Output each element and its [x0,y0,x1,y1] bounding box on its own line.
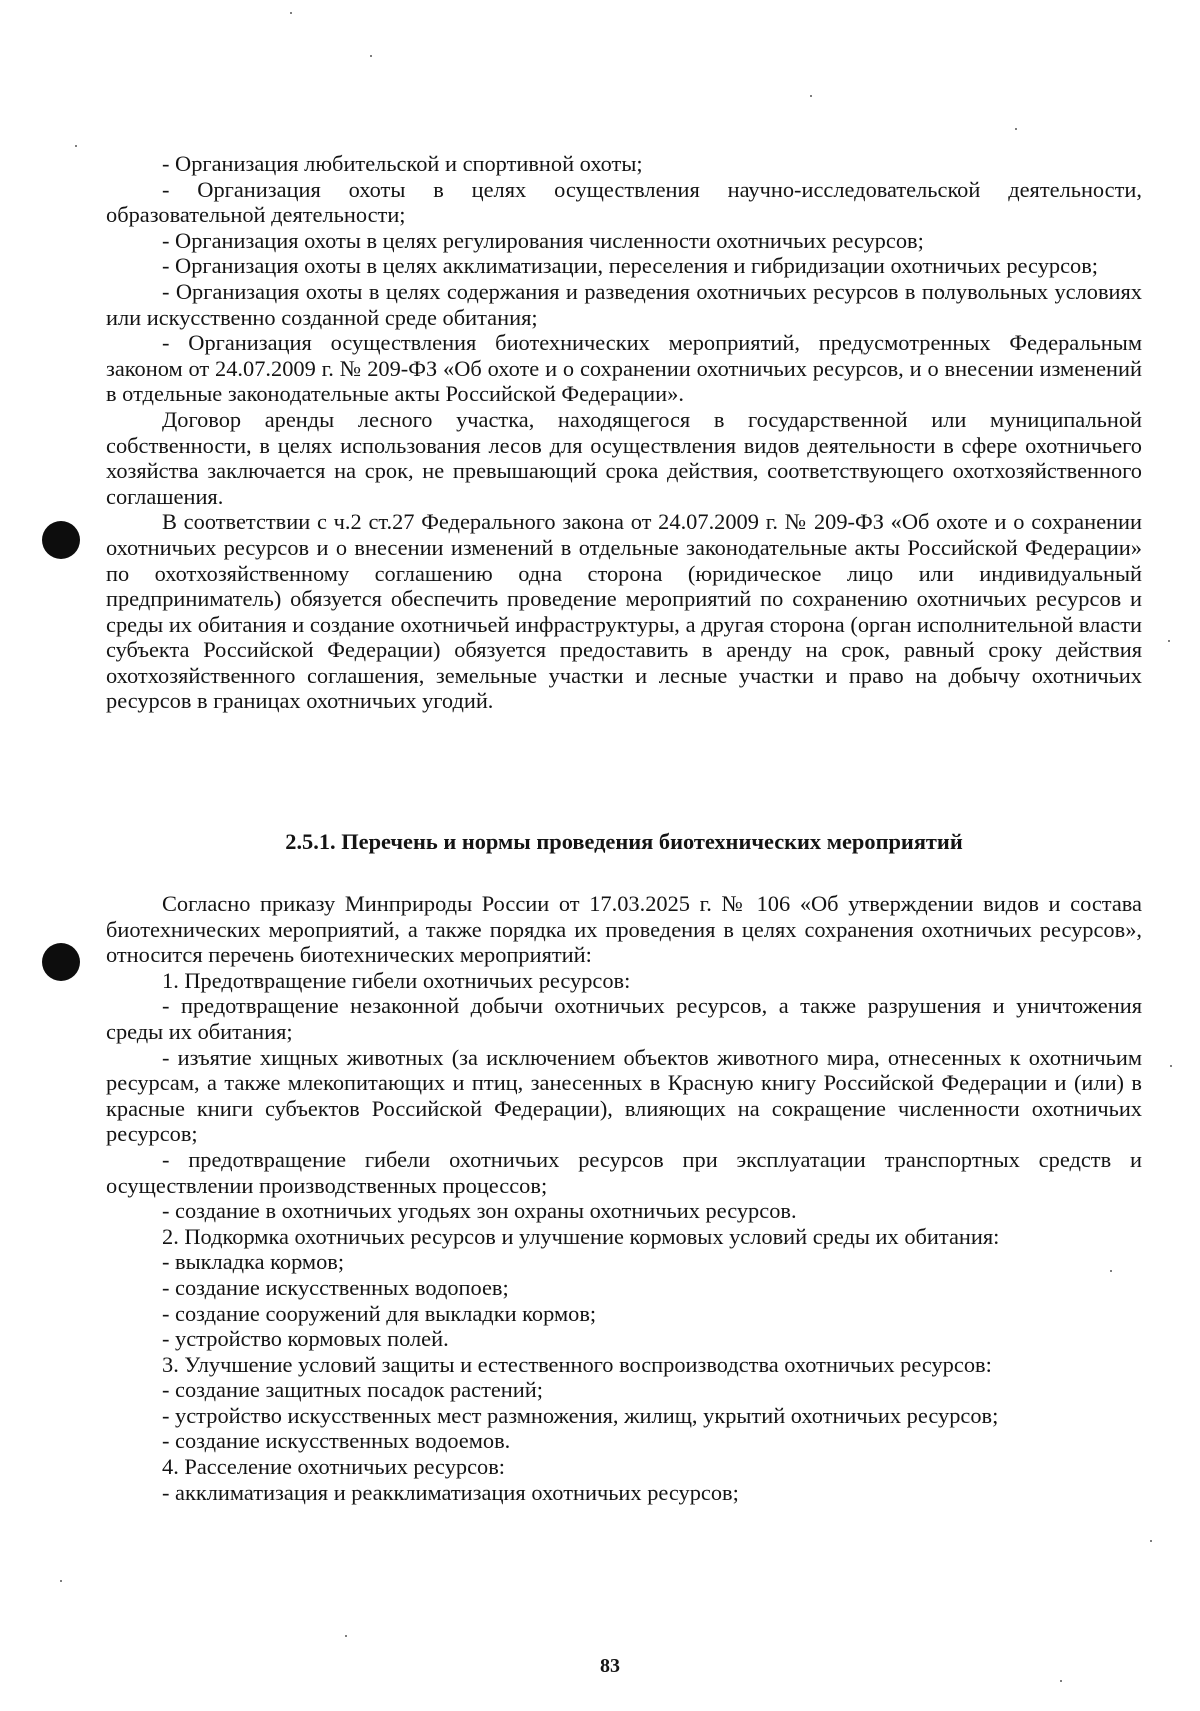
list-item: - Организация осуществления биотехнических мероприятий, предусмотренных Федеральным законом от 24.07.2009 г. № 209-ФЗ «Об охоте и о сохранении охотничьих ресурсов, и о внесении изменений в отдельные законодательные акты Российской Федерации». [106,330,1142,407]
scan-speck [1060,1680,1062,1682]
list-item: 2. Подкормка охотничьих ресурсов и улучшение кормовых условий среды их обитания: [162,1223,1000,1249]
list-item: - предотвращение гибели охотничьих ресурсов при эксплуатации транспортных средств и осуществлении производственных процессов; [106,1146,1142,1198]
scan-speck [1015,128,1017,130]
paragraph: В соответствии с ч.2 ст.27 Федерального закона от 24.07.2009 г. № 209-ФЗ «Об охоте и о сохранении охотничьих ресурсов и о внесении изменений в отдельные законодательные акты Российской Федерации» по охотхозяйственному соглашению одна сторона (юридическое лицо или индивидуальный предприниматель) обязуется обеспечить проведение мероприятий по сохранению охотничьих ресурсов и среды их обитания и создание охотничьей инфраструктуры, а другая сторона (орган исполнительной власти субъекта Российской Федерации) обязуется предоставить в аренду на срок, равный сроку действия охотхозяйственного соглашения, земельные участки и лесные участки и право на добычу охотничьих ресурсов в границах охотничьих угодий. [106,509,1142,714]
list-item: - создание в охотничьих угодьях зон охраны охотничьих ресурсов. [162,1198,797,1224]
scan-speck [370,55,372,57]
list-item: - Организация любительской и спортивной охоты; [162,151,643,176]
list-item: - Организация охоты в целях акклиматизации, переселения и гибридизации охотничьих ресурсов; [162,253,1099,279]
scan-speck [1150,1540,1152,1542]
list-item: - изъятие хищных животных (за исключением объектов животного мира, отнесенных к охотничьим ресурсам, а также млекопитающих и птиц, занесенных в Красную книгу Российской Федерации и (или) в красные книги субъектов Российской Федерации), влияющих на сокращение численности охотничьих ресурсов; [106,1044,1142,1147]
list-item: - Организация охоты в целях осуществления научно-исследовательской деятельности, образовательной деятельности; [106,176,1142,228]
punch-hole-mark [42,943,80,981]
paragraph: Договор аренды лесного участка, находящегося в государственной или муниципальной собственности, в целях использования лесов для осуществления видов деятельности в сфере охотничьего хозяйства заключается на срок, не превышающий срока действия, соответствующего охотхозяйственного соглашения. [106,406,1142,509]
list-item: - предотвращение незаконной добычи охотничьих ресурсов, а также разрушения и уничтожения среды их обитания; [106,993,1142,1044]
page-number: 83 [600,1655,620,1677]
scan-speck [60,1580,62,1582]
list-item: - создание сооружений для выкладки кормов; [162,1300,597,1326]
section-heading: 2.5.1. Перечень и нормы проведения биотехнических мероприятий [285,829,963,854]
list-item: - устройство кормовых полей. [162,1326,449,1352]
list-item: - создание искусственных водопоев; [162,1274,509,1300]
scan-speck [75,145,77,147]
scan-speck [290,12,292,14]
list-item: - создание искусственных водоемов. [162,1428,511,1454]
list-item: - акклиматизация и реакклиматизация охотничьих ресурсов; [162,1479,739,1505]
list-item: - Организация охоты в целях регулирования численности охотничьих ресурсов; [162,227,924,253]
scan-speck [810,95,812,97]
paragraph: Согласно приказу Минприроды России от 17.03.2025 г. № 106 «Об утверждении видов и состава биотехнических мероприятий, а также порядка их проведения в целях сохранения охотничьих ресурсов», относится перечень биотехнических мероприятий: [106,891,1142,968]
body-text-bottom [106,891,1142,1505]
punch-hole-mark [42,521,80,559]
list-item: 4. Расселение охотничьих ресурсов: [162,1454,506,1480]
list-item: 1. Предотвращение гибели охотничьих ресурсов: [162,967,631,993]
list-item: 3. Улучшение условий защиты и естественного воспроизводства охотничьих ресурсов: [162,1351,992,1377]
body-text-top [106,151,1142,714]
list-item: - выкладка кормов; [162,1249,345,1275]
scan-speck [1168,640,1170,642]
scan-speck [1170,1065,1172,1067]
scan-speck [345,1635,347,1637]
list-item: - создание защитных посадок растений; [162,1377,543,1403]
list-item: - Организация охоты в целях содержания и разведения охотничьих ресурсов в полувольных условиях или искусственно созданной среде обитания; [106,278,1142,330]
list-item: - устройство искусственных мест размножения, жилищ, укрытий охотничьих ресурсов; [162,1402,999,1428]
